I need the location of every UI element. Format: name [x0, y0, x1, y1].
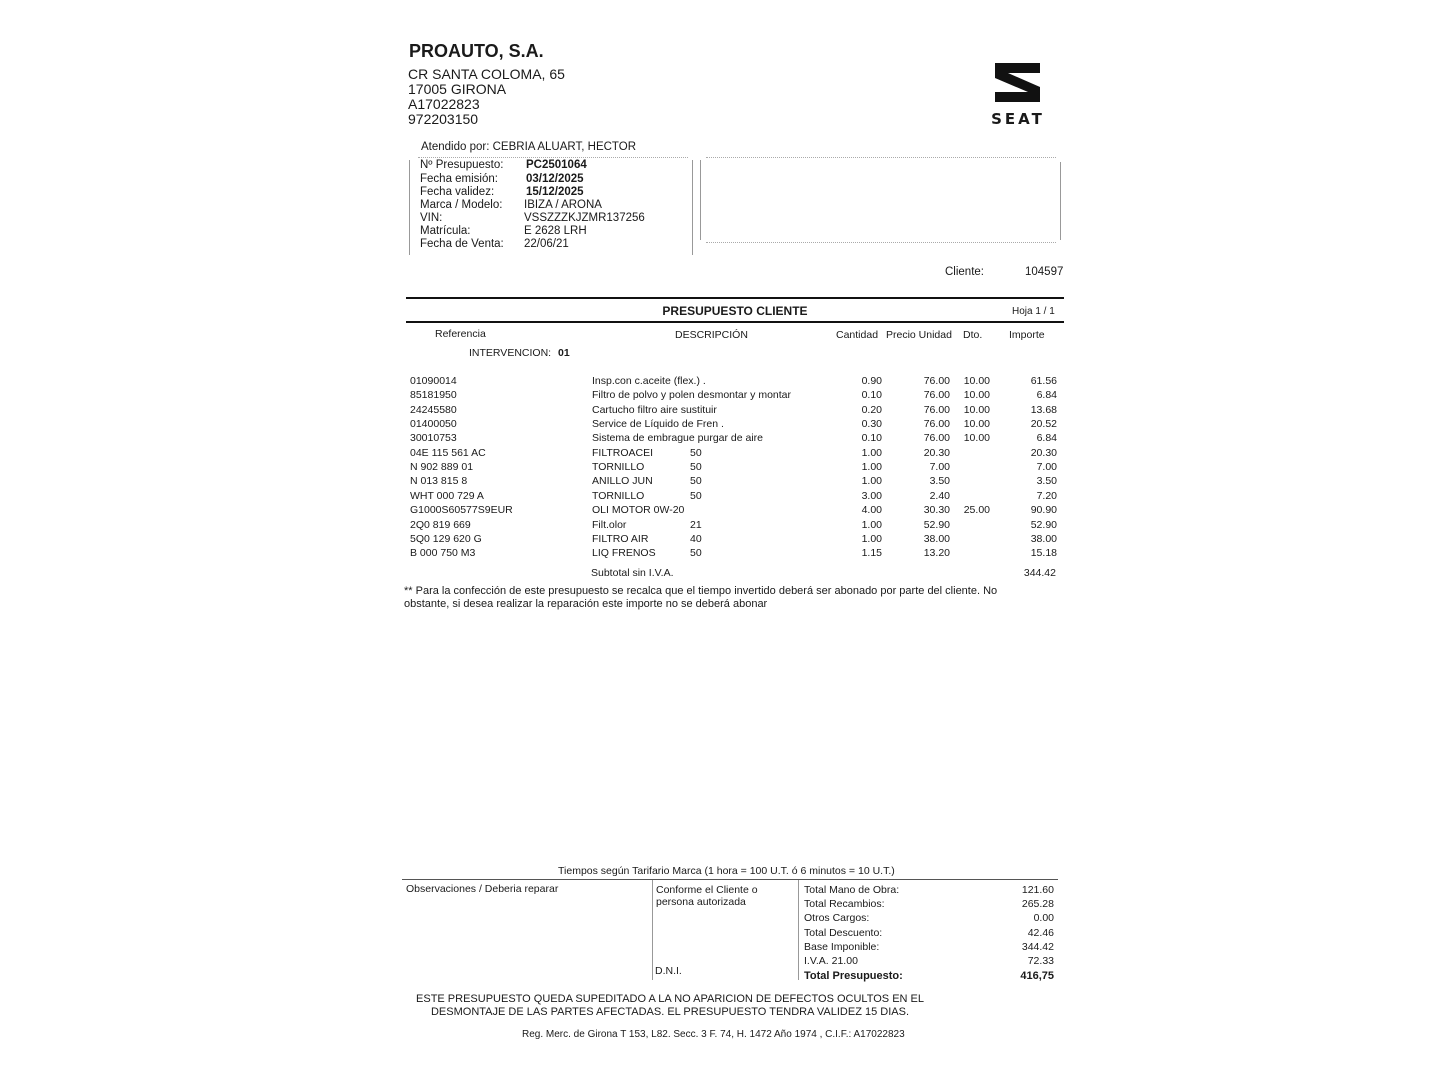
item-description: TORNILLO — [592, 489, 645, 502]
seat-logo — [978, 60, 1058, 126]
item-unit-price: 2.40 — [929, 489, 950, 502]
disclaimer-line-2: DESMONTAJE DE LAS PARTES AFECTADAS. EL PRESUPUESTO TENDRA VALIDEZ 15 DIAS. — [430, 1006, 910, 1018]
item-description: Sistema de embrague purgar de aire — [592, 432, 764, 445]
tiempos-note: Tiempos según Tarifario Marca (1 hora = 100 U.T. ó 6 minutos = 10 U.T.) — [558, 865, 895, 877]
item-reference: 85181950 — [410, 389, 457, 402]
item-description: Service de Líquido de Fren . — [592, 418, 724, 431]
info-label: Fecha validez: — [420, 186, 495, 198]
col-desc: DESCRIPCIÓN — [675, 329, 748, 341]
info-label: Matrícula: — [420, 225, 471, 237]
table-row — [0, 404, 1440, 418]
item-description: ANILLO JUN — [592, 475, 653, 488]
company-phone: 972203150 — [408, 111, 479, 127]
total-budget-value: 416,75 — [1020, 970, 1054, 982]
total-label: Base Imponible: — [804, 940, 880, 953]
item-extra-code: 50 — [690, 461, 702, 474]
item-amount: 6.84 — [1036, 389, 1057, 402]
item-reference: B 000 750 M3 — [410, 547, 476, 560]
total-value: 344.42 — [1021, 940, 1054, 953]
conforme-line-2: persona autorizada — [656, 896, 746, 908]
dni-label: D.N.I. — [655, 965, 682, 977]
total-label: Total Mano de Obra: — [804, 884, 900, 896]
total-value: 72.33 — [1027, 955, 1054, 967]
validity-date: 15/12/2025 — [526, 186, 584, 198]
sale-date: 22/06/21 — [524, 238, 569, 250]
note-line-2: obstante, si desea realizar la reparación este importe no se deberá abonar — [404, 598, 768, 610]
item-quantity: 3.00 — [861, 489, 882, 502]
item-description: FILTRO AIR — [592, 532, 649, 545]
item-reference: 01090014 — [410, 375, 457, 387]
subtotal-value: 344.42 — [1023, 567, 1056, 579]
item-extra-code: 50 — [690, 489, 702, 502]
total-budget-label: Total Presupuesto: — [804, 970, 903, 982]
item-amount: 52.90 — [1030, 518, 1057, 531]
item-reference: 01400050 — [410, 418, 457, 431]
item-unit-price: 76.00 — [923, 389, 950, 402]
item-description: OLI MOTOR 0W-20 — [592, 504, 685, 517]
client-label: Cliente: — [945, 266, 984, 278]
license-plate: E 2628 LRH — [524, 225, 587, 237]
item-unit-price: 76.00 — [923, 432, 950, 445]
item-unit-price: 30.30 — [923, 504, 950, 517]
table-row — [0, 447, 1440, 461]
item-amount: 13.68 — [1030, 403, 1057, 416]
item-reference: G1000S60577S9EUR — [410, 504, 513, 517]
table-row — [0, 519, 1440, 533]
item-quantity: 1.00 — [861, 532, 882, 545]
intervention-number: 01 — [558, 347, 570, 359]
note-line-1: ** Para la confección de este presupuesto se recalca que el tiempo invertido deberá ser abonado por parte del cliente. No — [404, 585, 998, 597]
item-amount: 7.20 — [1036, 489, 1057, 502]
item-description: Cartucho filtro aire sustituir — [592, 403, 717, 416]
company-name: PROAUTO, S.A. — [409, 41, 544, 61]
table-row — [0, 504, 1440, 518]
item-reference: 5Q0 129 620 G — [410, 532, 482, 545]
table-row — [0, 490, 1440, 504]
item-amount: 38.00 — [1030, 532, 1057, 545]
item-reference: 30010753 — [410, 432, 457, 445]
total-label: Total Recambios: — [804, 898, 885, 911]
table-row — [0, 547, 1440, 561]
item-extra-code: 21 — [690, 518, 702, 531]
issue-date: 03/12/2025 — [526, 173, 584, 185]
table-row — [0, 461, 1440, 475]
col-imp: Importe — [1009, 329, 1045, 341]
info-label: Fecha de Venta: — [420, 238, 504, 250]
item-reference: WHT 000 729 A — [410, 489, 484, 502]
item-quantity: 0.10 — [861, 389, 882, 402]
item-amount: 7.00 — [1036, 461, 1057, 474]
col-qty: Cantidad — [836, 329, 879, 341]
intervention-label: INTERVENCION: — [469, 347, 552, 359]
item-amount: 61.56 — [1030, 375, 1057, 387]
item-description: Filtro de polvo y polen desmontar y montar — [592, 389, 792, 402]
attended-label: Atendido por: — [421, 141, 490, 153]
item-discount: 10.00 — [963, 403, 990, 416]
item-quantity: 1.00 — [861, 475, 882, 488]
total-value: 0.00 — [1033, 912, 1054, 925]
info-label: VIN: — [420, 212, 443, 224]
disclaimer-line-1: ESTE PRESUPUESTO QUEDA SUPEDITADO A LA NO APARICION DE DEFECTOS OCULTOS EN EL — [416, 993, 924, 1005]
page-info: Hoja 1 / 1 — [1012, 306, 1055, 317]
table-row — [0, 533, 1440, 547]
info-label: Fecha emisión: — [420, 173, 498, 185]
item-amount: 3.50 — [1036, 475, 1057, 488]
item-description: Insp.con c.aceite (flex.) . — [592, 375, 706, 387]
item-discount: 10.00 — [963, 432, 990, 445]
item-unit-price: 13.20 — [923, 547, 950, 560]
item-extra-code: 50 — [690, 475, 702, 488]
item-description: FILTROACEI — [592, 446, 654, 459]
item-reference: 04E 115 561 AC — [410, 446, 486, 459]
intervention — [469, 347, 570, 359]
observaciones-label: Observaciones / Deberia reparar — [406, 883, 559, 895]
col-ref: Referencia — [435, 328, 486, 340]
brand-model: IBIZA / ARONA — [524, 199, 602, 211]
item-reference: N 013 815 8 — [410, 475, 468, 488]
item-discount: 10.00 — [963, 389, 990, 402]
table-row — [0, 432, 1440, 446]
client-number: 104597 — [1025, 266, 1064, 278]
item-quantity: 1.00 — [861, 446, 882, 459]
item-quantity: 1.00 — [861, 518, 882, 531]
total-value: 121.60 — [1021, 884, 1054, 896]
item-description: Filt.olor — [592, 518, 627, 531]
item-reference: 24245580 — [410, 403, 457, 416]
item-quantity: 1.00 — [861, 461, 882, 474]
item-amount: 15.18 — [1030, 547, 1057, 560]
vin: VSSZZZKJZMR137256 — [524, 212, 645, 224]
item-quantity: 0.90 — [861, 375, 882, 387]
item-extra-code: 40 — [690, 532, 702, 545]
item-reference: N 902 889 01 — [410, 461, 474, 474]
item-extra-code: 50 — [690, 547, 702, 560]
item-unit-price: 38.00 — [923, 532, 950, 545]
company-cif: A17022823 — [408, 96, 480, 112]
table-row — [0, 475, 1440, 489]
subtotal-label: Subtotal sin I.V.A. — [591, 567, 674, 579]
seat-s-icon — [978, 60, 1058, 110]
item-unit-price: 3.50 — [929, 475, 950, 488]
item-amount: 6.84 — [1036, 432, 1057, 445]
item-discount: 10.00 — [963, 375, 990, 387]
item-quantity: 4.00 — [861, 504, 882, 517]
table-row — [0, 418, 1440, 432]
table-row — [0, 389, 1440, 403]
item-description: LIQ FRENOS — [592, 547, 656, 560]
total-value: 265.28 — [1021, 898, 1054, 911]
item-quantity: 0.10 — [861, 432, 882, 445]
item-unit-price: 76.00 — [923, 403, 950, 416]
company-address: CR SANTA COLOMA, 65 — [408, 66, 565, 82]
item-unit-price: 7.00 — [929, 461, 950, 474]
item-unit-price: 20.30 — [923, 446, 950, 459]
item-extra-code: 50 — [690, 446, 702, 459]
company-city: 17005 GIRONA — [408, 81, 507, 97]
item-quantity: 1.15 — [861, 547, 882, 560]
item-amount: 20.30 — [1030, 446, 1057, 459]
doc-title: PRESUPUESTO CLIENTE — [662, 304, 808, 318]
total-label: I.V.A. 21.00 — [804, 955, 858, 967]
total-label: Otros Cargos: — [804, 912, 870, 925]
registry-line: Reg. Merc. de Girona T 153, L82. Secc. 3 F. 74, H. 1472 Año 1974 , C.I.F.: A17022823 — [522, 1029, 905, 1040]
item-quantity: 0.30 — [861, 418, 882, 431]
total-label: Total Descuento: — [804, 926, 883, 939]
attended-by — [421, 141, 636, 153]
item-reference: 2Q0 819 669 — [410, 518, 471, 531]
item-description: TORNILLO — [592, 461, 645, 474]
item-discount: 10.00 — [963, 418, 990, 431]
info-label: Marca / Modelo: — [420, 199, 503, 211]
item-quantity: 0.20 — [861, 403, 882, 416]
item-unit-price: 52.90 — [923, 518, 950, 531]
table-row — [0, 375, 1440, 389]
col-price: Precio Unidad — [886, 329, 952, 341]
attended-name: CEBRIA ALUART, HECTOR — [492, 141, 636, 153]
item-amount: 20.52 — [1030, 418, 1057, 431]
seat-logo-text: SEAT — [991, 110, 1045, 128]
conforme-line-1: Conforme el Cliente o — [656, 884, 758, 896]
item-amount: 90.90 — [1030, 504, 1057, 517]
total-value: 42.46 — [1027, 926, 1054, 939]
col-dto: Dto. — [963, 329, 983, 341]
item-unit-price: 76.00 — [923, 418, 950, 431]
info-label: Nº Presupuesto: — [420, 159, 504, 171]
item-unit-price: 76.00 — [923, 375, 950, 387]
budget-number: PC2501064 — [526, 159, 587, 171]
item-discount: 25.00 — [963, 504, 990, 517]
